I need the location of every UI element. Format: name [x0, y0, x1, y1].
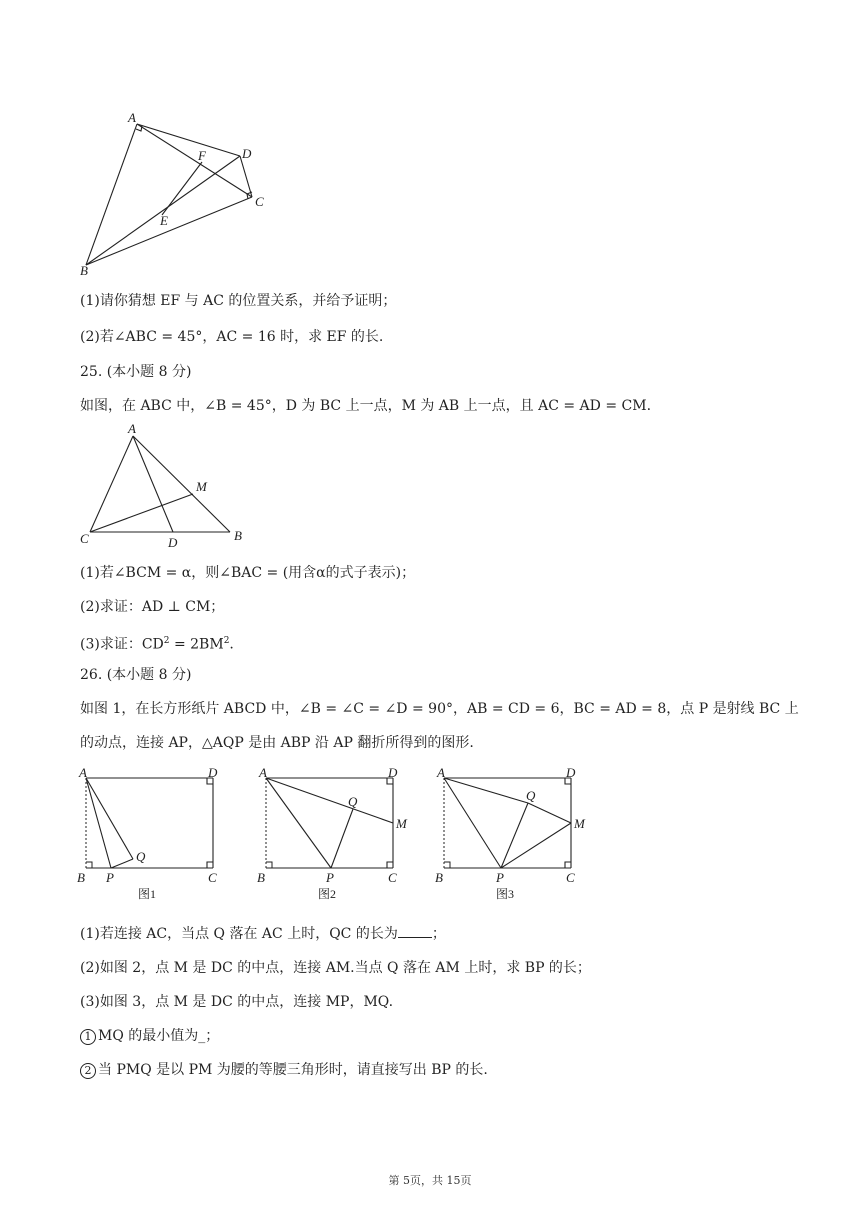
label-F: F [198, 148, 206, 163]
q25-part3 [80, 631, 234, 655]
q25-part2: (2)求证：AD ⊥ CM； [80, 599, 225, 615]
answer-blank [398, 925, 432, 938]
caption-fig2: 图2 [318, 887, 337, 901]
q25-part1: (1)若∠BCM = α，则∠BAC = (用含α的式子表示)； [80, 565, 416, 581]
superscript: 2 [163, 636, 170, 646]
label-B: B [77, 870, 85, 885]
label-A: A [79, 765, 87, 780]
label-C: C [566, 870, 575, 885]
q26-sub1-text: MQ 的最小值为_； [98, 1028, 220, 1044]
label-P: P [106, 870, 114, 885]
figure-q24 [78, 108, 278, 278]
label-D: D [168, 535, 178, 550]
label-B: B [80, 263, 88, 278]
label-D: D [566, 765, 576, 780]
q26-part2: (2)如图 2，点 M 是 DC 的中点，连接 AM.当点 Q 落在 AM 上时，求 BP 的长； [80, 960, 591, 976]
label-C: C [388, 870, 397, 885]
superscript: 2 [223, 636, 230, 646]
caption-fig1: 图1 [138, 887, 157, 901]
label-C: C [255, 194, 264, 209]
q26-part1-end: ； [431, 926, 446, 942]
label-P: P [326, 870, 334, 885]
label-Q: Q [136, 849, 146, 864]
label-A: A [437, 765, 445, 780]
label-B: B [257, 870, 265, 885]
q26-sub1 [80, 1026, 219, 1046]
label-A: A [128, 110, 136, 125]
q26-sub2 [80, 1060, 488, 1080]
q25-part3-prefix: (3)求证：CD [80, 636, 164, 653]
q24-part1: (1)请你猜想 EF 与 AC 的位置关系，并给予证明； [80, 293, 397, 309]
label-P: P [496, 870, 504, 885]
q26-part1-text: (1)若连接 AC，当点 Q 落在 AC 上时，QC 的长为 [80, 926, 398, 942]
q25-part3-suffix: . [229, 636, 234, 653]
label-B: B [234, 528, 242, 543]
label-C: C [80, 531, 89, 546]
label-E: E [160, 213, 168, 228]
figure-q26-3 [434, 762, 594, 902]
label-M: M [196, 479, 207, 494]
circled-number-1: 1 [80, 1029, 96, 1045]
q25-stem: 如图，在 ABC 中，∠B = 45°，D 为 BC 上一点，M 为 AB 上一点，且 AC = AD = CM. [80, 398, 652, 414]
label-Q: Q [348, 794, 358, 809]
label-D: D [208, 765, 218, 780]
label-A: A [128, 421, 136, 436]
q26-stem-line2: 的动点，连接 AP，△AQP 是由 ABP 沿 AP 翻折所得到的图形. [80, 735, 474, 751]
label-D: D [242, 146, 252, 161]
q24-part2: (2)若∠ABC = 45°，AC = 16 时，求 EF 的长. [80, 329, 384, 345]
figure-q26-1 [76, 762, 226, 902]
q26-heading: 26. (本小题 8 分) [80, 667, 192, 683]
label-M: M [574, 816, 585, 831]
caption-fig3: 图3 [496, 887, 515, 901]
label-Q: Q [526, 788, 536, 803]
q26-part1 [80, 924, 446, 944]
figure-q25 [78, 420, 258, 550]
label-D: D [388, 765, 398, 780]
q25-heading: 25. (本小题 8 分) [80, 364, 192, 380]
page-footer: 第 5页，共 15页 [388, 1174, 472, 1187]
q25-part3-mid: = 2BM [169, 636, 224, 653]
label-M: M [396, 816, 407, 831]
figure-q26-2 [256, 762, 416, 902]
label-C: C [208, 870, 217, 885]
circled-number-2: 2 [80, 1063, 96, 1079]
q26-stem-line1: 如图 1，在长方形纸片 ABCD 中，∠B = ∠C = ∠D = 90°，AB = CD = 6，BC = AD = 8，点 P 是射线 BC 上 [80, 701, 799, 717]
q26-part3: (3)如图 3，点 M 是 DC 的中点，连接 MP，MQ. [80, 994, 394, 1010]
q26-sub2-text: 当 PMQ 是以 PM 为腰的等腰三角形时，请直接写出 BP 的长. [98, 1062, 488, 1078]
label-B: B [435, 870, 443, 885]
label-A: A [259, 765, 267, 780]
